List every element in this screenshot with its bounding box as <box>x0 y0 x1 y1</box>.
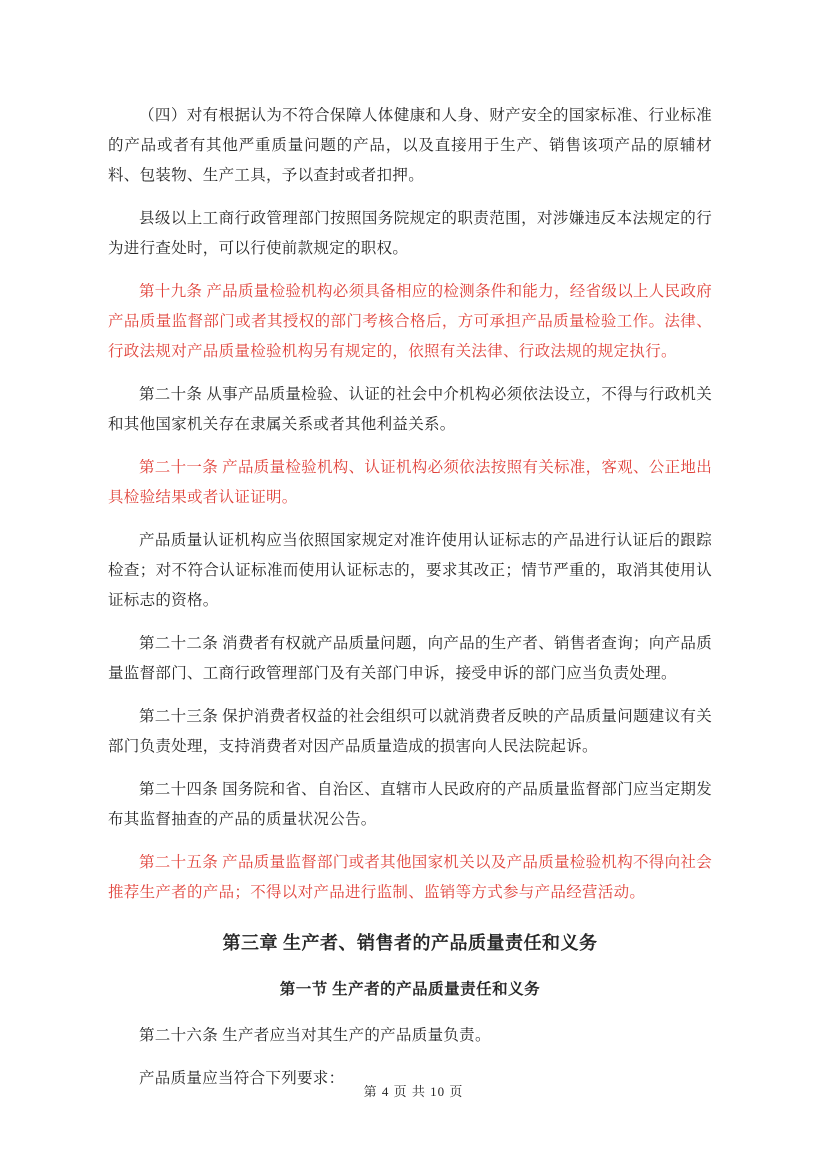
paragraph-article-23: 第二十三条 保护消费者权益的社会组织可以就消费者反映的产品质量问题建议有关部门负责处理，支持消费者对因产品质量造成的损害向人民法院起诉。 <box>108 708 712 755</box>
paragraph-admin-authority: 县级以上工商行政管理部门按照国务院规定的职责范围，对涉嫌违反本法规定的行为进行查处时，可以行使前款规定的职权。 <box>108 210 712 257</box>
paragraph-article-25: 第二十五条 产品质量监督部门或者其他国家机关以及产品质量检验机构不得向社会推荐生产者的产品；不得以对产品进行监制、监销等方式参与产品经营活动。 <box>108 854 712 901</box>
paragraph-article-24: 第二十四条 国务院和省、自治区、直辖市人民政府的产品质量监督部门应当定期发布其监督抽查的产品的质量状况公告。 <box>108 781 712 828</box>
paragraph-quality-requirements-intro: 产品质量应当符合下列要求： <box>139 1070 345 1087</box>
chapter-3-heading: 第三章 生产者、销售者的产品质量责任和义务 <box>222 933 598 953</box>
section-1-heading: 第一节 生产者的产品质量责任和义务 <box>279 981 541 998</box>
paragraph-article-20: 第二十条 从事产品质量检验、认证的社会中介机构必须依法设立，不得与行政机关和其他国家机关存在隶属关系或者其他利益关系。 <box>108 386 712 433</box>
paragraph-article-21: 第二十一条 产品质量检验机构、认证机构必须依法按照有关标准，客观、公正地出具检验结果或者认证证明。 <box>108 459 712 506</box>
paragraph-article-26: 第二十六条 生产者应当对其生产的产品质量负责。 <box>139 1027 491 1044</box>
paragraph-certification-follow-up: 产品质量认证机构应当依照国家规定对准许使用认证标志的产品进行认证后的跟踪检查；对不符合认证标准而使用认证标志的，要求其改正；情节严重的，取消其使用认证标志的资格。 <box>108 532 712 609</box>
document-body <box>108 101 712 1107</box>
page-number-footer: 第 4 页 共 10 页 <box>363 1084 464 1099</box>
paragraph-article-22: 第二十二条 消费者有权就产品质量问题，向产品的生产者、销售者查询；向产品质量监督部门、工商行政管理部门及有关部门申诉，接受申诉的部门应当负责处理。 <box>108 635 712 682</box>
paragraph-article-19: 第十九条 产品质量检验机构必须具备相应的检测条件和能力，经省级以上人民政府产品质量监督部门或者其授权的部门考核合格后，方可承担产品质量检验工作。法律、行政法规对产品质量检验机构另有规定的，依照有关法律、行政法规的规定执行。 <box>108 283 712 360</box>
paragraph-clause-4: （四）对有根据认为不符合保障人体健康和人身、财产安全的国家标准、行业标准的产品或者有其他严重质量问题的产品，以及直接用于生产、销售该项产品的原辅材料、包装物、生产工具，予以查封或者扣押。 <box>108 107 712 184</box>
